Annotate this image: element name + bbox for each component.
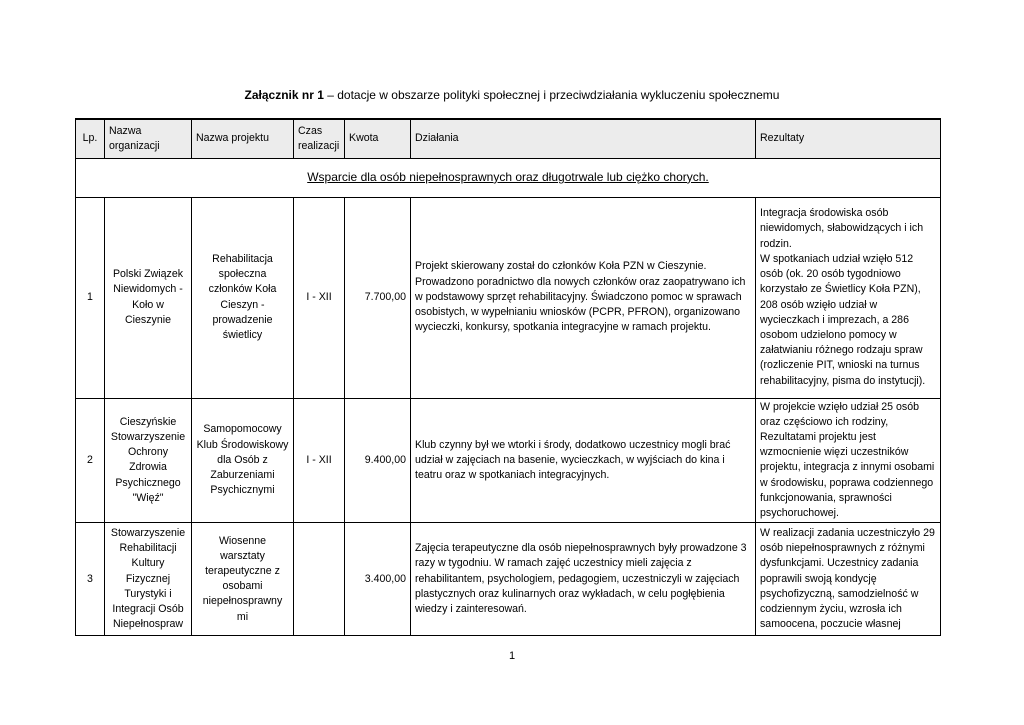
cell-project-name: Samopomocowy Klub Środowiskowy dla Osób z Zaburzeniami Psychicznymi: [192, 398, 294, 523]
cell-project-name: Rehabilitacja społeczna członków Koła Cieszyn - prowadzenie świetlicy: [192, 197, 294, 398]
cell-amount: 9.400,00: [345, 398, 411, 523]
header-results: Rezultaty: [756, 119, 941, 158]
cell-actions: Klub czynny był we wtorki i środy, dodatkowo uczestnicy mogli brać udział w zajęciach na basenie, wycieczkach, w wyjściach do kina i teatru oraz w spotkaniach integracyjnych.: [411, 398, 756, 523]
cell-amount: 3.400,00: [345, 523, 411, 636]
header-lp: Lp.: [76, 119, 105, 158]
cell-organization: Polski Związek Niewidomych - Koło w Cieszynie: [105, 197, 192, 398]
header-actions: Działania: [411, 119, 756, 158]
results-paragraph: W spotkaniach udział wzięło 512 osób (ok. 20 osób tygodniowo korzystało ze Świetlicy Koła PZN), 208 osób wzięło udział w wycieczkach i imprezach, a 286 osobom udzielono pomocy w załatwianiu różnego rodzaju spraw (rozliczenie PIT, wnioski na turnus rehabilitacyjny, pisma do instytucji).: [760, 252, 926, 387]
cell-organization: Stowarzyszenie Rehabilitacji Kultury Fizycznej Turystyki i Integracji Osób Niepełnospraw: [105, 523, 192, 636]
cell-lp: 1: [76, 197, 105, 398]
table-row: [76, 398, 941, 523]
title-rest: – dotacje w obszarze polityki społecznej i przeciwdziałania wykluczeniu społecznemu: [323, 88, 780, 102]
cell-results: W realizacji zadania uczestniczyło 29 osób niepełnosprawnych z różnymi dysfunkcjami. Uczestnicy zadania poprawili swoją kondycję psychofizyczną, samodzielność w codziennym życiu, wzrosła ich samoocena, poczucie własnej: [756, 523, 941, 636]
cell-results: [756, 197, 941, 398]
cell-actions: Projekt skierowany został do członków Koła PZN w Cieszynie. Prowadzono poradnictwo dla nowych członków oraz zaopatrywano ich w podstawowy sprzęt rehabilitacyjny. Świadczono pomoc w sprawach osobistych, w wypełnianiu wniosków (PCPR, PFRON), organizowano wycieczki, konkursy, spotkania integracyjne w ramach projektu.: [411, 197, 756, 398]
section-row: [76, 158, 941, 197]
cell-lp: 2: [76, 398, 105, 523]
header-amount: Kwota: [345, 119, 411, 158]
section-title: Wsparcie dla osób niepełnosprawnych oraz długotrwale lub ciężko chorych.: [307, 169, 709, 184]
cell-lp: 3: [76, 523, 105, 636]
document-title: [0, 88, 1024, 102]
header-organization: Nazwa organizacji: [105, 119, 192, 158]
cell-organization: Cieszyńskie Stowarzyszenie Ochrony Zdrowia Psychicznego "Więź": [105, 398, 192, 523]
header-project-name: Nazwa projektu: [192, 119, 294, 158]
cell-time: [294, 523, 345, 636]
grants-table: [75, 118, 941, 636]
title-bold: Załącznik nr 1: [244, 88, 324, 102]
results-paragraph: Integracja środowiska osób niewidomych, słabowidzących i ich rodzin.: [760, 207, 924, 250]
cell-actions: Zajęcia terapeutyczne dla osób niepełnosprawnych były prowadzone 3 razy w tygodniu. W ramach zajęć uczestnicy mieli zajęcia z rehabilitantem, psychologiem, pedagogiem, uczestniczyli w zajęciach plastycznych oraz kulinarnych oraz wykładach, w celu pogłębienia wiedzy i zainteresowań.: [411, 523, 756, 636]
cell-time: I - XII: [294, 197, 345, 398]
cell-time: I - XII: [294, 398, 345, 523]
header-time: Czas realizacji: [294, 119, 345, 158]
cell-amount: 7.700,00: [345, 197, 411, 398]
table-row: [76, 197, 941, 398]
section-cell: [76, 158, 941, 197]
page-number: 1: [508, 650, 516, 662]
table-header-row: [76, 119, 941, 158]
cell-results: W projekcie wzięło udział 25 osób oraz częściowo ich rodziny, Rezultatami projektu jest wzmocnienie więzi uczestników projektu, integracja z innymi osobami w środowisku, poprawa codziennego funkcjonowania, sprawności psychoruchowej.: [756, 398, 941, 523]
table-row: [76, 523, 941, 636]
cell-project-name: Wiosenne warsztaty terapeutyczne z osobami niepełnosprawny mi: [192, 523, 294, 636]
